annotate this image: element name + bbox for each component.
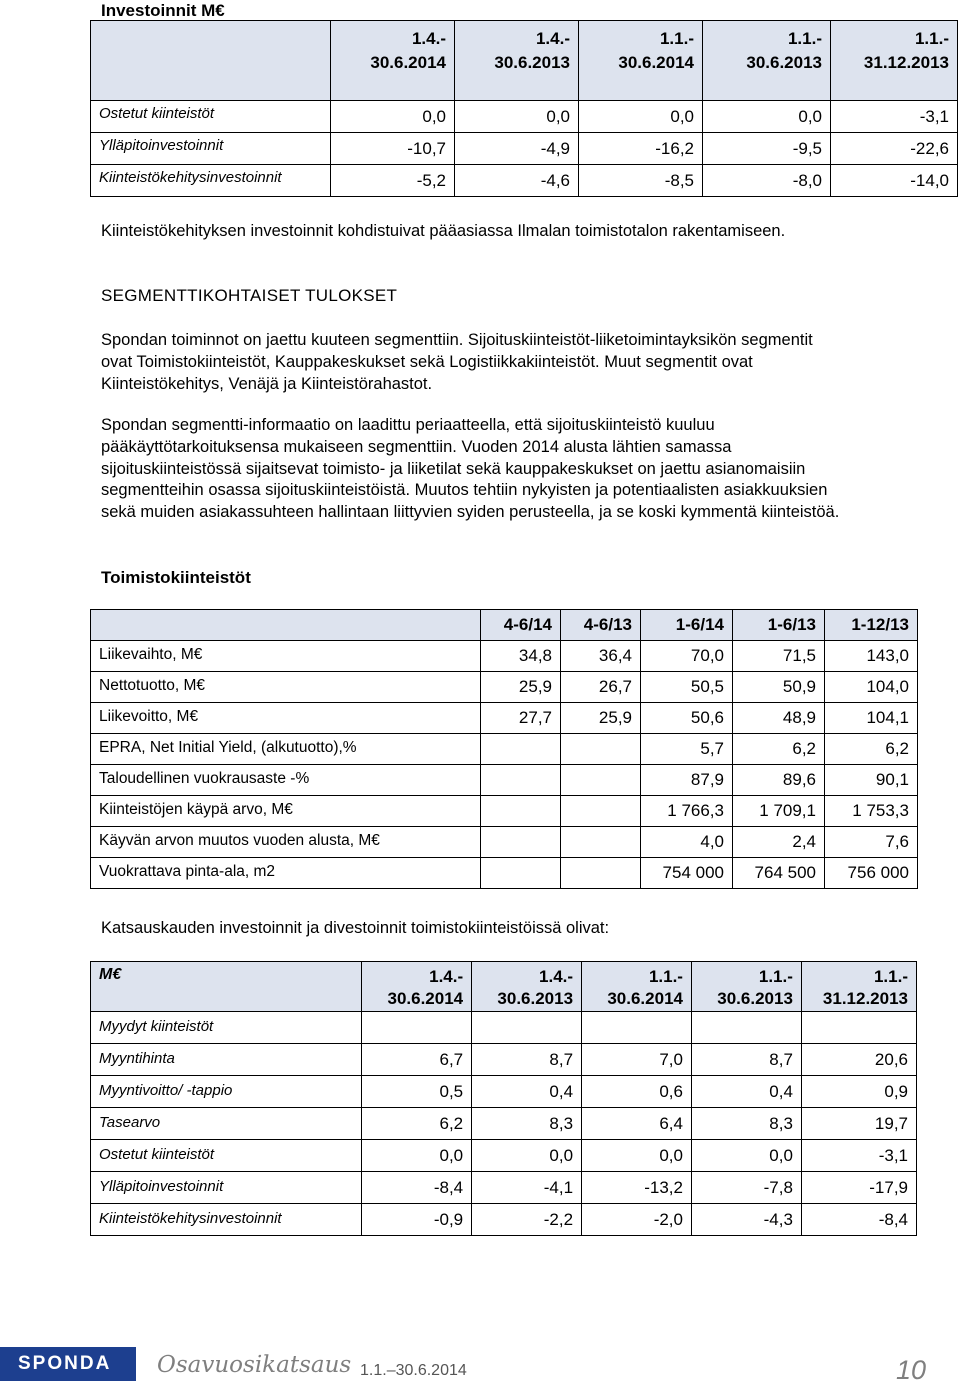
divest-value-cell: 0,0 <box>691 1140 801 1172</box>
office-value-cell: 6,2 <box>825 734 918 765</box>
office-value-cell: 104,0 <box>825 672 918 703</box>
office-header-cell: 1-6/13 <box>733 610 825 641</box>
office-value-cell: 50,6 <box>641 703 733 734</box>
divest-value-cell: 0,5 <box>362 1076 472 1108</box>
invest-value-cell: -10,7 <box>331 133 455 165</box>
office-value-cell: 50,5 <box>641 672 733 703</box>
divest-value-cell: 19,7 <box>801 1108 916 1140</box>
office-table <box>90 609 918 889</box>
office-header-corner <box>91 610 481 641</box>
office-value-cell: 71,5 <box>733 641 825 672</box>
invest-row-label: Ylläpitoinvestoinnit <box>91 133 331 165</box>
office-header-row <box>91 610 918 641</box>
invest-value-cell: 0,0 <box>579 101 703 133</box>
divest-value-cell: 8,3 <box>691 1108 801 1140</box>
divest-table <box>90 961 917 1236</box>
office-value-cell: 25,9 <box>561 703 641 734</box>
paragraph-divestments: Katsauskauden investoinnit ja divestoinnit toimistokiinteistöissä olivat: <box>101 919 610 937</box>
invest-value-cell: 0,0 <box>703 101 831 133</box>
office-row <box>91 641 918 672</box>
invest-value-cell: -22,6 <box>831 133 958 165</box>
invest-header-row <box>91 21 958 101</box>
divest-value-cell: 0,0 <box>582 1140 692 1172</box>
divest-value-cell: -0,9 <box>362 1204 472 1236</box>
invest-row <box>91 101 958 133</box>
office-value-cell: 27,7 <box>481 703 561 734</box>
invest-title: Investoinnit M€ <box>101 1 225 20</box>
office-value-cell <box>561 858 641 889</box>
office-value-cell: 48,9 <box>733 703 825 734</box>
invest-header-cell: 1.1.- 30.6.2014 <box>579 21 703 101</box>
office-row <box>91 672 918 703</box>
office-value-cell: 1 753,3 <box>825 796 918 827</box>
invest-value-cell: 0,0 <box>455 101 579 133</box>
divest-value-cell: 8,3 <box>472 1108 582 1140</box>
divest-row-label: Ylläpitoinvestoinnit <box>91 1172 362 1204</box>
office-value-cell: 87,9 <box>641 765 733 796</box>
divest-header-cell: 1.1.- 30.6.2014 <box>582 962 692 1012</box>
invest-value-cell: -8,5 <box>579 165 703 197</box>
office-value-cell: 6,2 <box>733 734 825 765</box>
office-value-cell <box>561 827 641 858</box>
divest-row <box>91 1076 917 1108</box>
office-title: Toimistokiinteistöt <box>101 568 251 587</box>
footer-period: 1.1.–30.6.2014 <box>360 1362 467 1379</box>
office-row-label: EPRA, Net Initial Yield, (alkutuotto),% <box>91 734 481 765</box>
office-value-cell: 5,7 <box>641 734 733 765</box>
office-value-cell <box>481 796 561 827</box>
divest-empty-cell <box>801 1012 916 1044</box>
office-row <box>91 796 918 827</box>
office-row-label: Taloudellinen vuokrausaste -% <box>91 765 481 796</box>
office-row <box>91 827 918 858</box>
divest-value-cell: 0,9 <box>801 1076 916 1108</box>
office-value-cell: 25,9 <box>481 672 561 703</box>
office-value-cell: 90,1 <box>825 765 918 796</box>
divest-value-cell: -3,1 <box>801 1140 916 1172</box>
invest-value-cell: -16,2 <box>579 133 703 165</box>
office-value-cell <box>561 796 641 827</box>
divest-value-cell: -4,1 <box>472 1172 582 1204</box>
office-value-cell <box>481 827 561 858</box>
divest-row-label: Tasearvo <box>91 1108 362 1140</box>
divest-value-cell: 6,7 <box>362 1044 472 1076</box>
office-row <box>91 765 918 796</box>
divest-header-corner: M€ <box>91 962 362 1012</box>
invest-header-cell: 1.1.- 30.6.2013 <box>703 21 831 101</box>
office-row <box>91 858 918 889</box>
divest-row <box>91 1172 917 1204</box>
divest-value-cell: 6,4 <box>582 1108 692 1140</box>
paragraph-segment-info: Spondan segmentti-informaatio on laadittu periaatteella, että sijoituskiinteistö kuuluu pääkäyttötarkoituksensa mukaiseen segmenttiin. Vuoden 2014 alusta lähtien samassa sijoituskiinteistössä sijaitsevat toimisto- ja liiketilat sekä kauppakeskukset on jaettu asianomaisiin segmentteihin osassa sijoituskiinteistöistä. Muutos tehtiin nykyisten ja potentiaalisten asiakkuuksien sekä muiden asiakassuhteen hallintaan liittyvien syiden perusteella, ja se koski kymmentä kiinteistöä. <box>101 416 840 522</box>
office-header-cell: 1-12/13 <box>825 610 918 641</box>
divest-row <box>91 1108 917 1140</box>
divest-header-cell: 1.4.- 30.6.2013 <box>472 962 582 1012</box>
footer-report-name: Osavuosikatsaus <box>157 1352 352 1378</box>
divest-value-cell: -13,2 <box>582 1172 692 1204</box>
divest-empty-cell <box>582 1012 692 1044</box>
invest-value-cell: -8,0 <box>703 165 831 197</box>
office-row-label: Nettotuotto, M€ <box>91 672 481 703</box>
divest-value-cell: -2,2 <box>472 1204 582 1236</box>
office-row-label: Käyvän arvon muutos vuoden alusta, M€ <box>91 827 481 858</box>
office-row-label: Liikevaihto, M€ <box>91 641 481 672</box>
office-value-cell: 50,9 <box>733 672 825 703</box>
office-row-label: Kiinteistöjen käypä arvo, M€ <box>91 796 481 827</box>
divest-row-label: Ostetut kiinteistöt <box>91 1140 362 1172</box>
office-row <box>91 734 918 765</box>
office-value-cell <box>561 765 641 796</box>
divest-value-cell: -8,4 <box>801 1204 916 1236</box>
sponda-logo: SPONDA <box>0 1347 136 1381</box>
divest-value-cell: -17,9 <box>801 1172 916 1204</box>
office-value-cell <box>481 858 561 889</box>
invest-value-cell: -3,1 <box>831 101 958 133</box>
invest-row <box>91 165 958 197</box>
office-value-cell: 1 766,3 <box>641 796 733 827</box>
divest-value-cell: 8,7 <box>691 1044 801 1076</box>
divest-value-cell: 20,6 <box>801 1044 916 1076</box>
divest-section-row <box>91 1012 917 1044</box>
invest-header-cell: 1.1.- 31.12.2013 <box>831 21 958 101</box>
paragraph-investments: Kiinteistökehityksen investoinnit kohdistuivat pääasiassa Ilmalan toimistotalon rakentamiseen. <box>101 222 786 240</box>
office-row-label: Liikevoitto, M€ <box>91 703 481 734</box>
invest-header-corner <box>91 21 331 101</box>
paragraph-segments: Spondan toiminnot on jaettu kuuteen segmenttiin. Sijoituskiinteistöt-liiketoimintayksikön segmentit ovat Toimistokiinteistöt, Kauppakeskukset sekä Logistiikkakiinteistöt. Muut segmentit ovat Kiinteistökehitys, Venäjä ja Kiinteistörahastot. <box>101 331 813 393</box>
segment-heading: SEGMENTTIKOHTAISET TULOKSET <box>101 286 398 305</box>
divest-header-cell: 1.1.- 31.12.2013 <box>801 962 916 1012</box>
divest-section-label: Myydyt kiinteistöt <box>91 1012 362 1044</box>
invest-header-cell: 1.4.- 30.6.2013 <box>455 21 579 101</box>
office-value-cell: 1 709,1 <box>733 796 825 827</box>
divest-value-cell: 6,2 <box>362 1108 472 1140</box>
divest-value-cell: 7,0 <box>582 1044 692 1076</box>
office-header-cell: 1-6/14 <box>641 610 733 641</box>
divest-value-cell: 0,4 <box>691 1076 801 1108</box>
office-value-cell: 756 000 <box>825 858 918 889</box>
divest-value-cell: -8,4 <box>362 1172 472 1204</box>
divest-value-cell: -4,3 <box>691 1204 801 1236</box>
office-row-label: Vuokrattava pinta-ala, m2 <box>91 858 481 889</box>
divest-row-label: Myyntivoitto/ -tappio <box>91 1076 362 1108</box>
office-value-cell: 4,0 <box>641 827 733 858</box>
office-value-cell: 754 000 <box>641 858 733 889</box>
office-value-cell: 7,6 <box>825 827 918 858</box>
divest-value-cell: -2,0 <box>582 1204 692 1236</box>
invest-row-label: Kiinteistökehitysinvestoinnit <box>91 165 331 197</box>
office-header-cell: 4-6/13 <box>561 610 641 641</box>
divest-empty-cell <box>472 1012 582 1044</box>
office-value-cell: 70,0 <box>641 641 733 672</box>
office-value-cell: 143,0 <box>825 641 918 672</box>
divest-row-label: Kiinteistökehitysinvestoinnit <box>91 1204 362 1236</box>
office-value-cell: 104,1 <box>825 703 918 734</box>
page-number: 10 <box>896 1355 927 1385</box>
invest-row-label: Ostetut kiinteistöt <box>91 101 331 133</box>
invest-row <box>91 133 958 165</box>
office-row <box>91 703 918 734</box>
invest-value-cell: -9,5 <box>703 133 831 165</box>
office-value-cell: 26,7 <box>561 672 641 703</box>
office-header-cell: 4-6/14 <box>481 610 561 641</box>
invest-value-cell: -4,6 <box>455 165 579 197</box>
divest-header-cell: 1.1.- 30.6.2013 <box>691 962 801 1012</box>
divest-row <box>91 1140 917 1172</box>
divest-empty-cell <box>362 1012 472 1044</box>
office-value-cell: 764 500 <box>733 858 825 889</box>
divest-value-cell: 0,0 <box>362 1140 472 1172</box>
divest-row <box>91 1204 917 1236</box>
divest-empty-cell <box>691 1012 801 1044</box>
office-value-cell: 2,4 <box>733 827 825 858</box>
invest-table <box>90 20 958 197</box>
divest-value-cell: 8,7 <box>472 1044 582 1076</box>
invest-value-cell: -5,2 <box>331 165 455 197</box>
divest-value-cell: 0,4 <box>472 1076 582 1108</box>
divest-value-cell: -7,8 <box>691 1172 801 1204</box>
divest-row-label: Myyntihinta <box>91 1044 362 1076</box>
office-value-cell: 36,4 <box>561 641 641 672</box>
invest-value-cell: -14,0 <box>831 165 958 197</box>
invest-value-cell: -4,9 <box>455 133 579 165</box>
divest-header-cell: 1.4.- 30.6.2014 <box>362 962 472 1012</box>
divest-value-cell: 0,0 <box>472 1140 582 1172</box>
office-value-cell <box>561 734 641 765</box>
divest-header-row <box>91 962 917 1012</box>
invest-value-cell: 0,0 <box>331 101 455 133</box>
office-value-cell: 89,6 <box>733 765 825 796</box>
office-value-cell: 34,8 <box>481 641 561 672</box>
office-value-cell <box>481 734 561 765</box>
divest-row <box>91 1044 917 1076</box>
divest-value-cell: 0,6 <box>582 1076 692 1108</box>
invest-header-cell: 1.4.- 30.6.2014 <box>331 21 455 101</box>
office-value-cell <box>481 765 561 796</box>
